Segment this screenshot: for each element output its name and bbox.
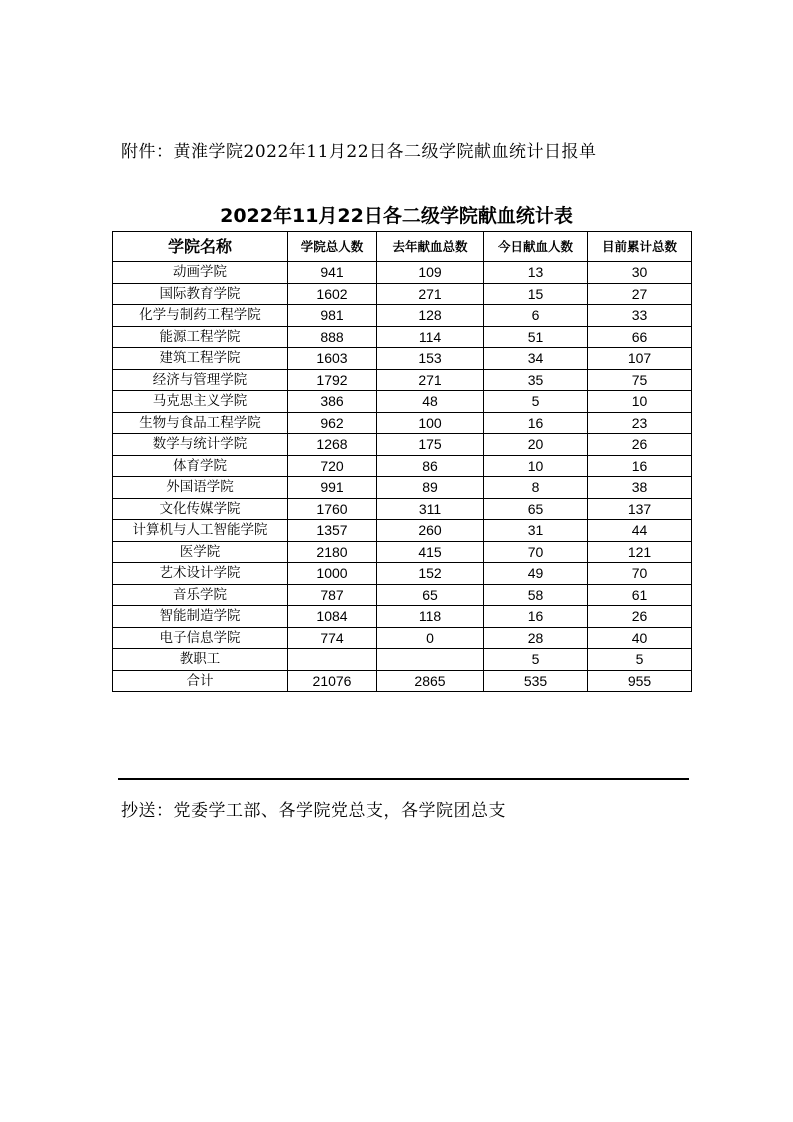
- cell-last-year-donations: 153: [377, 348, 484, 370]
- table-row: [113, 262, 692, 284]
- cell-college-name: 体育学院: [113, 455, 288, 477]
- cell-cumulative-total: 61: [588, 584, 692, 606]
- cell-last-year-donations: 152: [377, 563, 484, 585]
- cell-cumulative-total: 66: [588, 326, 692, 348]
- table-row: [113, 520, 692, 542]
- cell-today-donors: 15: [484, 283, 588, 305]
- table-row: [113, 283, 692, 305]
- table-row: [113, 606, 692, 628]
- cell-cumulative-total: 10: [588, 391, 692, 413]
- cell-last-year-donations: 48: [377, 391, 484, 413]
- cell-last-year-donations: 271: [377, 369, 484, 391]
- table-row: [113, 434, 692, 456]
- table-row: [113, 563, 692, 585]
- cell-today-donors: 6: [484, 305, 588, 327]
- cell-college-name: 智能制造学院: [113, 606, 288, 628]
- cell-cumulative-total: 5: [588, 649, 692, 671]
- cell-college-name: 马克思主义学院: [113, 391, 288, 413]
- cell-total-students: [288, 649, 377, 671]
- table-row: [113, 391, 692, 413]
- cell-last-year-donations: 100: [377, 412, 484, 434]
- cell-cumulative-total: 30: [588, 262, 692, 284]
- cell-total-students: 1792: [288, 369, 377, 391]
- table-row: [113, 305, 692, 327]
- table-row: [113, 498, 692, 520]
- header-last-year-donations: 去年献血总数: [377, 232, 484, 262]
- cell-last-year-donations: 2865: [377, 670, 484, 692]
- cell-total-students: 1603: [288, 348, 377, 370]
- cell-total-students: 991: [288, 477, 377, 499]
- cell-cumulative-total: 38: [588, 477, 692, 499]
- cell-cumulative-total: 40: [588, 627, 692, 649]
- cell-total-students: 962: [288, 412, 377, 434]
- cell-college-name: 能源工程学院: [113, 326, 288, 348]
- cell-today-donors: 16: [484, 606, 588, 628]
- cell-college-name: 艺术设计学院: [113, 563, 288, 585]
- cell-last-year-donations: 311: [377, 498, 484, 520]
- cell-today-donors: 10: [484, 455, 588, 477]
- table-row: [113, 541, 692, 563]
- cell-today-donors: 31: [484, 520, 588, 542]
- cell-cumulative-total: 33: [588, 305, 692, 327]
- cell-today-donors: 8: [484, 477, 588, 499]
- cell-total-students: 21076: [288, 670, 377, 692]
- blood-donation-table: [112, 231, 692, 692]
- cell-today-donors: 5: [484, 391, 588, 413]
- header-today-donors: 今日献血人数: [484, 232, 588, 262]
- cell-cumulative-total: 23: [588, 412, 692, 434]
- table-row: [113, 477, 692, 499]
- cell-college-name: 医学院: [113, 541, 288, 563]
- cell-total-students: 1000: [288, 563, 377, 585]
- cell-college-name: 电子信息学院: [113, 627, 288, 649]
- cell-college-name: 经济与管理学院: [113, 369, 288, 391]
- cell-college-name: 文化传媒学院: [113, 498, 288, 520]
- header-row: [113, 232, 692, 262]
- cell-cumulative-total: 107: [588, 348, 692, 370]
- cell-today-donors: 28: [484, 627, 588, 649]
- cell-today-donors: 13: [484, 262, 588, 284]
- cell-last-year-donations: 86: [377, 455, 484, 477]
- cell-total-students: 888: [288, 326, 377, 348]
- cell-last-year-donations: 260: [377, 520, 484, 542]
- cell-college-name: 化学与制药工程学院: [113, 305, 288, 327]
- cell-last-year-donations: 271: [377, 283, 484, 305]
- cc-line: 抄送：党委学工部、各学院党总支，各学院团总支: [121, 801, 506, 821]
- cell-total-students: 1357: [288, 520, 377, 542]
- cell-last-year-donations: 65: [377, 584, 484, 606]
- table-row: [113, 627, 692, 649]
- cell-total-students: 1268: [288, 434, 377, 456]
- cell-total-students: 2180: [288, 541, 377, 563]
- cell-last-year-donations: 128: [377, 305, 484, 327]
- table-header: [113, 232, 692, 262]
- cell-college-name: 建筑工程学院: [113, 348, 288, 370]
- cell-today-donors: 49: [484, 563, 588, 585]
- cell-college-name: 外国语学院: [113, 477, 288, 499]
- cell-today-donors: 65: [484, 498, 588, 520]
- cell-total-students: 386: [288, 391, 377, 413]
- cell-today-donors: 5: [484, 649, 588, 671]
- cell-college-name: 计算机与人工智能学院: [113, 520, 288, 542]
- cell-today-donors: 70: [484, 541, 588, 563]
- cell-last-year-donations: 89: [377, 477, 484, 499]
- cell-today-donors: 16: [484, 412, 588, 434]
- attachment-line: 附件：黄淮学院2022年11月22日各二级学院献血统计日报单: [121, 142, 597, 162]
- header-college-name: 学院名称: [113, 232, 288, 262]
- cell-total-students: 1760: [288, 498, 377, 520]
- table-body: [113, 262, 692, 692]
- cell-total-students: 787: [288, 584, 377, 606]
- table-row: [113, 455, 692, 477]
- cell-college-name: 国际教育学院: [113, 283, 288, 305]
- cell-cumulative-total: 27: [588, 283, 692, 305]
- cell-today-donors: 535: [484, 670, 588, 692]
- cell-last-year-donations: 114: [377, 326, 484, 348]
- cell-last-year-donations: [377, 649, 484, 671]
- table-row: [113, 369, 692, 391]
- cell-cumulative-total: 26: [588, 606, 692, 628]
- cell-cumulative-total: 75: [588, 369, 692, 391]
- cell-total-students: 941: [288, 262, 377, 284]
- cell-college-name: 合计: [113, 670, 288, 692]
- cell-today-donors: 34: [484, 348, 588, 370]
- cell-cumulative-total: 70: [588, 563, 692, 585]
- cell-last-year-donations: 415: [377, 541, 484, 563]
- cell-last-year-donations: 175: [377, 434, 484, 456]
- cell-cumulative-total: 137: [588, 498, 692, 520]
- divider-line: [118, 778, 689, 780]
- table-row: [113, 670, 692, 692]
- cell-cumulative-total: 44: [588, 520, 692, 542]
- table-row: [113, 326, 692, 348]
- header-cumulative-total: 目前累计总数: [588, 232, 692, 262]
- cell-total-students: 720: [288, 455, 377, 477]
- cell-last-year-donations: 109: [377, 262, 484, 284]
- cell-total-students: 1084: [288, 606, 377, 628]
- cell-total-students: 1602: [288, 283, 377, 305]
- cell-college-name: 生物与食品工程学院: [113, 412, 288, 434]
- table-row: [113, 348, 692, 370]
- cell-today-donors: 51: [484, 326, 588, 348]
- table-title: 2022年11月22日各二级学院献血统计表: [220, 205, 573, 227]
- cell-college-name: 教职工: [113, 649, 288, 671]
- cell-last-year-donations: 118: [377, 606, 484, 628]
- cell-cumulative-total: 955: [588, 670, 692, 692]
- cell-today-donors: 35: [484, 369, 588, 391]
- table-row: [113, 649, 692, 671]
- cell-today-donors: 58: [484, 584, 588, 606]
- cell-today-donors: 20: [484, 434, 588, 456]
- cell-cumulative-total: 121: [588, 541, 692, 563]
- header-total-students: 学院总人数: [288, 232, 377, 262]
- cell-last-year-donations: 0: [377, 627, 484, 649]
- cell-college-name: 数学与统计学院: [113, 434, 288, 456]
- cell-cumulative-total: 26: [588, 434, 692, 456]
- cell-college-name: 音乐学院: [113, 584, 288, 606]
- cell-total-students: 774: [288, 627, 377, 649]
- table-row: [113, 412, 692, 434]
- cell-college-name: 动画学院: [113, 262, 288, 284]
- table-row: [113, 584, 692, 606]
- cell-total-students: 981: [288, 305, 377, 327]
- cell-cumulative-total: 16: [588, 455, 692, 477]
